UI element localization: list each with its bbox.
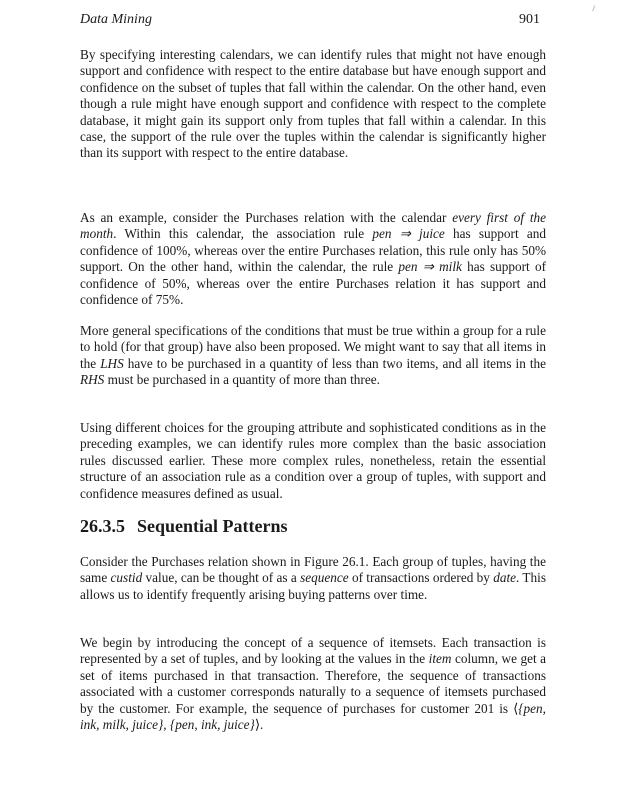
- text-run: As an example, consider the Purchases relation with the calendar: [80, 210, 453, 225]
- emphasis-calendar: every first of the month: [80, 210, 547, 242]
- text-run: . This allows us to identify frequently arising buying patterns over time.: [80, 570, 546, 602]
- running-header: [80, 10, 540, 30]
- paragraph-complex-rules: Using different choices for the grouping attribute and sophisticated conditions as in the preceding examples, we can identify rules more complex than the basic association rules discussed earlier. These more complex rules, nonetheless, retain the essential structure of an association rule as a condition over a group of tuples, with support and confidence measures defined as usual.: [80, 420, 546, 501]
- text-run: column, we get a set of items purchased in that transaction. Therefore, the sequence of transactions associated with a customer corresponds naturally to a sequence of itemsets purchased by the customer. For example, the sequence of purchases for customer 201 is ⟨: [80, 651, 546, 716]
- paragraph-calendars-support: By specifying interesting calendars, we can identify rules that might not have enough support and confidence with respect to the entire database but have enough support and confidence on the subset of tuples that fall within the calendar. On the other hand, even though a rule might have enough support and confidence with respect to the complete database, it might gain its support only from tuples that fall within a calendar. In this case, the support of the rule over the tuples within the calendar is significantly higher than its support with respect to the entire database.: [80, 47, 546, 161]
- emphasis-date: date: [493, 570, 517, 586]
- section-number: 26.3.5: [80, 516, 125, 536]
- emphasis-rule-pen-juice: pen ⇒ juice: [372, 226, 445, 242]
- text-run: has support and confidence of 100%, whereas over the entire Purchases relation, this rule only has 50% support. On the other hand, within the calendar, the rule: [80, 226, 546, 275]
- emphasis-item: item: [428, 651, 452, 667]
- text-run: must be purchased in a quantity of more than three.: [104, 372, 380, 388]
- paragraph-calendar-example: [80, 210, 546, 308]
- section-heading: [80, 515, 546, 537]
- emphasis-itemsets: {pen, ink, milk, juice}, {pen, ink, juice}: [80, 700, 546, 733]
- text-run: has support of confidence of 50%, whereas over the entire Purchases relation it has support and confidence of 75%.: [80, 259, 546, 308]
- page-number: 901: [519, 12, 540, 27]
- text-run: ⟩.: [254, 717, 264, 733]
- text-run: . Within this calendar, the association rule: [113, 226, 373, 242]
- text-run: Consider the Purchases relation shown in Figure 26.1. Each group of tuples, having the same: [80, 554, 546, 586]
- paragraph-general-specifications: [80, 323, 546, 389]
- text-run: More general specifications of the conditions that must be true within a group for a rule to hold (for that group) have also been proposed. We might want to say that all items in the: [80, 323, 546, 371]
- emphasis-rhs: RHS: [80, 372, 105, 388]
- text-run: of transactions ordered by: [348, 570, 494, 586]
- emphasis-sequence: sequence: [300, 570, 349, 586]
- paragraph-itemset-sequence: [80, 635, 546, 733]
- emphasis-custid: custid: [110, 570, 143, 586]
- scan-mark: [592, 5, 599, 12]
- running-title: Data Mining: [80, 12, 152, 27]
- paragraph-purchases-sequence: [80, 554, 546, 603]
- text-run: have to be purchased in a quantity of less than two items, and all items in the: [123, 355, 547, 371]
- text-run: We begin by introducing the concept of a sequence of itemsets. Each transaction is represented by a set of tuples, and by looking at the values in the: [80, 635, 546, 667]
- text-run: value, can be thought of as a: [142, 570, 301, 586]
- section-title: Sequential Patterns: [137, 516, 288, 536]
- emphasis-rule-pen-milk: pen ⇒ milk: [398, 259, 462, 275]
- emphasis-lhs: LHS: [100, 355, 124, 371]
